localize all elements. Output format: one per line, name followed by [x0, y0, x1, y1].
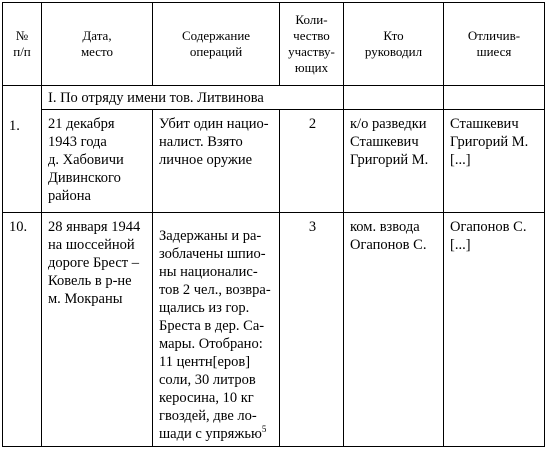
header-row: [3, 3, 545, 86]
section-empty-cell: [344, 86, 444, 110]
footnote-marker: 5: [261, 424, 267, 435]
section-title: I. По отряду имени тов. Литвинова: [42, 86, 344, 110]
leader-cell: ком. взвода Огапонов С.: [344, 213, 444, 447]
header-date-place: Дата, место: [42, 3, 153, 86]
leader-cell: к/о разведки Сташкевич Григорий М.: [344, 110, 444, 213]
distinguished-cell: Сташкевич Григорий М. [...]: [444, 110, 545, 213]
section-empty-cell: [444, 86, 545, 110]
row-number: 1.: [3, 86, 42, 213]
participants-count-cell: 2: [280, 110, 344, 213]
header-leader: Кто руководил: [344, 3, 444, 86]
operations-cell: Убит один нацио- налист. Взято личное оружие: [153, 110, 280, 213]
table-row: [3, 213, 545, 447]
operations-cell: [153, 213, 280, 447]
header-number: № п/п: [3, 3, 42, 86]
operations-text: Задержаны и ра- зоблачены шпио- ны националис- тов 2 чел., возвра- щались из гор. Бреста в дер. Са- мары. Отобрано: 11 центн[еров] соли, 30 литров керосина, 10 кг гвоздей, две ло- шади с упряжью: [159, 228, 271, 442]
date-place-cell: 21 декабря 1943 года д. Хабовичи Дивинского района: [42, 110, 153, 213]
row-number: 10.: [3, 213, 42, 447]
header-participants-count: Коли- чество участву- ющих: [280, 3, 344, 86]
operations-table: [2, 2, 545, 447]
date-place-cell: 28 января 1944 на шоссейной дороге Брест – Ковель в р-не м. Мокраны: [42, 213, 153, 447]
participants-count-cell: 3: [280, 213, 344, 447]
header-operations: Содержание операций: [153, 3, 280, 86]
header-distinguished: Отличив- шиеся: [444, 3, 545, 86]
table-row: [3, 110, 545, 213]
section-row: [3, 86, 545, 110]
distinguished-cell: Огапонов С. [...]: [444, 213, 545, 447]
